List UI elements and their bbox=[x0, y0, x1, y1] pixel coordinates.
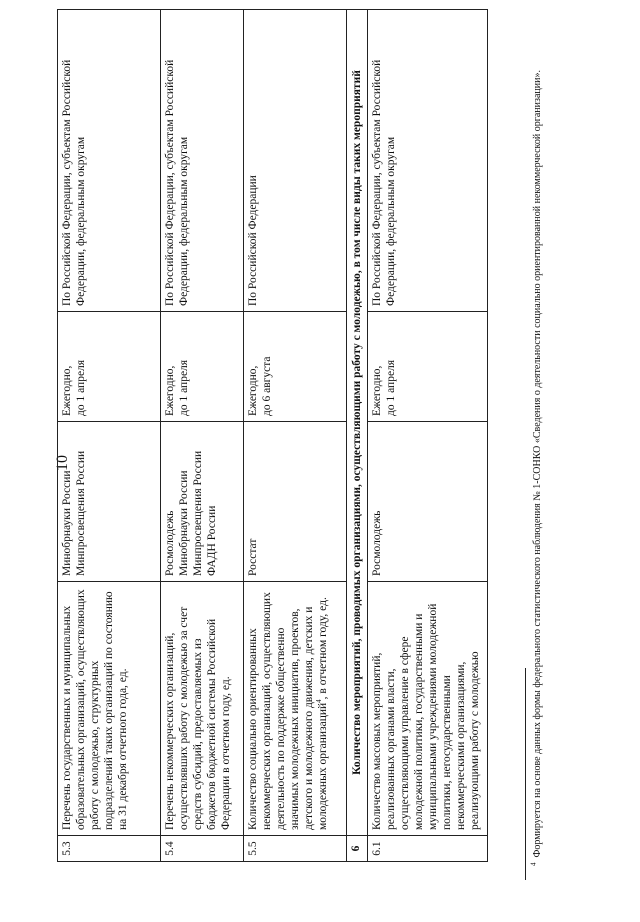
level-cell: По Российской Федерации, субъектам Российской Федерации, федеральным округам bbox=[161, 10, 244, 312]
responsible-cell: Росмолодежь Минобрнауки России Минпросвещения России ФАДН России bbox=[161, 422, 244, 582]
level-cell: По Российской Федерации, субъектам Российской Федерации, федеральным округам bbox=[58, 10, 161, 312]
table-row bbox=[244, 10, 347, 862]
indicators-table bbox=[57, 9, 488, 862]
responsible-cell: Росмолодежь bbox=[368, 422, 488, 582]
row-number: 5.4 bbox=[161, 836, 244, 862]
page-number: 10 bbox=[54, 455, 71, 471]
row-number: 6.1 bbox=[368, 836, 488, 862]
level-cell: По Российской Федерации, субъектам Российской Федерации, федеральным округам bbox=[368, 10, 488, 312]
table-row bbox=[58, 10, 161, 862]
footnote bbox=[531, 42, 545, 882]
indicator-cell: Количество массовых мероприятий, реализованных органами власти, осуществляющими управление в сфере молодежной политики, государственными и муниципальными учреждениями молодежной политики, негосударственными некоммерческими организациями, реализующими работу с молодежью bbox=[368, 582, 488, 836]
responsible-cell: Минобрнауки России Минпросвещения России bbox=[58, 422, 161, 582]
deadline-cell: Ежегодно, до 1 апреля bbox=[161, 312, 244, 422]
section-title: Количество мероприятий, проводимых организациями, осуществляющими работу с молодежью, в том числе виды таких мероприятий bbox=[347, 10, 368, 836]
deadline-cell: Ежегодно, до 1 апреля bbox=[58, 312, 161, 422]
footnote-text: Формируется на основе данных формы федерального статистического наблюдения № 1-СОНКО «Сведения о деятельности социально ориентированной некоммерческой организации». bbox=[532, 70, 543, 858]
section-row bbox=[347, 10, 368, 862]
level-cell: По Российской Федерации bbox=[244, 10, 347, 312]
indicator-cell: Перечень некоммерческих организаций, осуществлявших работу с молодежью за счет средств субсидий, предоставляемых из бюджетов бюджетной системы Российской Федерации в отчетном году, ед. bbox=[161, 582, 244, 836]
row-number: 5.5 bbox=[244, 836, 347, 862]
responsible-cell: Росстат bbox=[244, 422, 347, 582]
table-row bbox=[161, 10, 244, 862]
indicator-cell: Перечень государственных и муниципальных образовательных организаций, осуществляющих работу с молодежью, структурных подразделений таких организаций по состоянию на 31 декабря отчетного года, ед. bbox=[58, 582, 161, 836]
deadline-cell: Ежегодно, до 6 августа bbox=[244, 312, 347, 422]
footnote-marker: 4 bbox=[315, 699, 324, 703]
indicator-text: Количество социально ориентированных некоммерческих организаций, осуществляющих деятельность по поддержке общественно значимых молодежных инициатив, проектов, детского и молодежного движения, детских и молодежных организаций bbox=[247, 592, 330, 830]
deadline-cell: Ежегодно, до 1 апреля bbox=[368, 312, 488, 422]
section-number: 6 bbox=[347, 836, 368, 862]
table-row bbox=[368, 10, 488, 862]
row-number: 5.3 bbox=[58, 836, 161, 862]
indicator-text-tail: , в отчетном году, ед. bbox=[317, 597, 330, 700]
footnote-marker: 4 bbox=[529, 862, 538, 866]
indicator-cell bbox=[244, 582, 347, 836]
footnote-divider bbox=[525, 668, 526, 880]
